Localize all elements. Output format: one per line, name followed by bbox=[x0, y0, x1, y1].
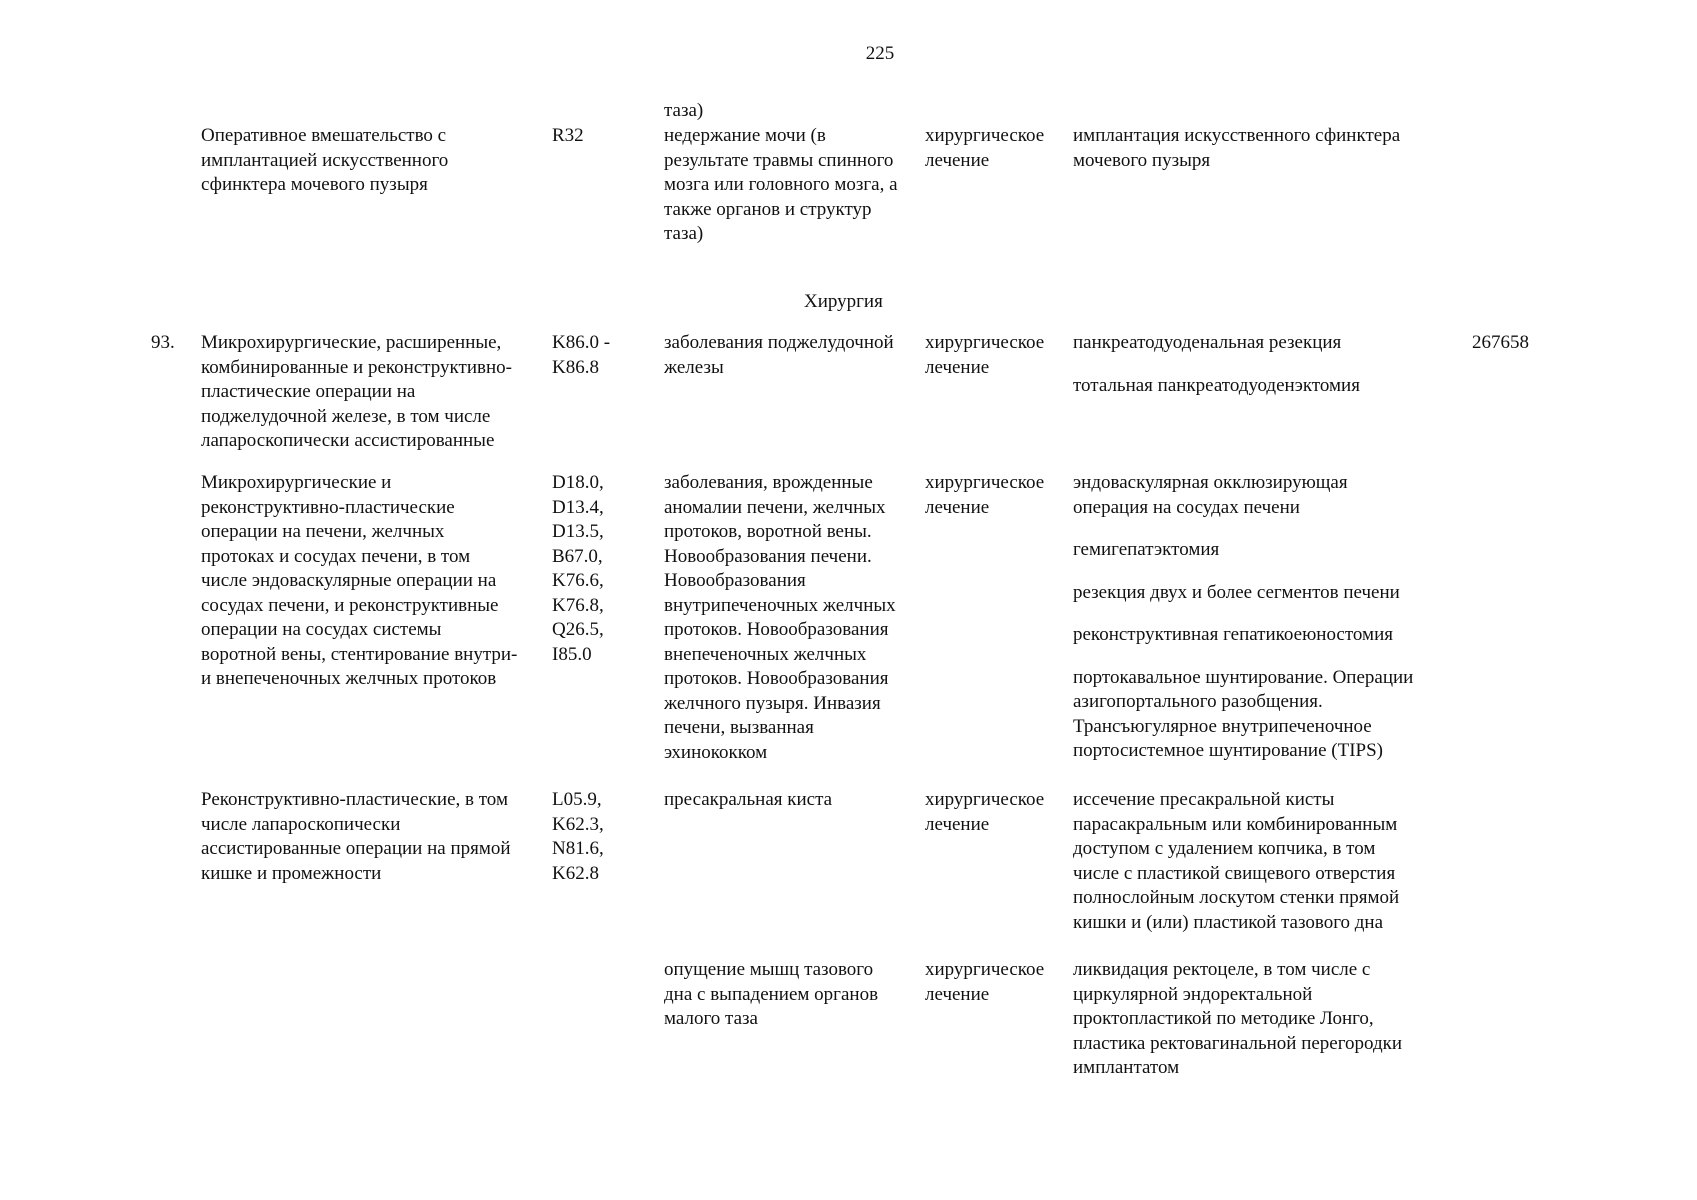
text-line: результате травмы спинного bbox=[664, 149, 894, 171]
text-line: хирургическое bbox=[925, 789, 1045, 810]
text-line: доступом с удалением копчика, в том bbox=[1073, 838, 1376, 859]
text-line: L05.9, bbox=[552, 789, 602, 810]
text-line: воротной вены, стентирование внутри- bbox=[201, 643, 518, 665]
disease-cell bbox=[664, 124, 898, 247]
text-line: пластические операции на bbox=[201, 381, 416, 402]
text-line: и внепеченочных желчных протоков bbox=[201, 668, 497, 689]
code-cell bbox=[552, 331, 610, 380]
text-line: таза) bbox=[664, 223, 704, 244]
text-line: протоках и сосудах печени, в том bbox=[201, 545, 471, 567]
row-number bbox=[151, 331, 175, 356]
text-line: парасакральным или комбинированным bbox=[1073, 813, 1398, 835]
text-line: пластика ректовагинальной перегородки bbox=[1073, 1032, 1403, 1054]
treatment-cell bbox=[925, 331, 1044, 380]
code-cell bbox=[552, 124, 584, 149]
text-line: тотальная панкреатодуоденэктомия bbox=[1073, 374, 1360, 396]
text-line: 93. bbox=[151, 332, 175, 353]
text-line: ассистированные операции на прямой bbox=[201, 838, 511, 859]
text-line: азигопортального разобщения. bbox=[1073, 691, 1323, 712]
text-line: кишки и (или) пластикой тазового дна bbox=[1073, 911, 1384, 933]
text-line: недержание мочи (в bbox=[664, 125, 826, 146]
text-line: опущение мышц тазового bbox=[664, 959, 874, 980]
text-line: хирургическое bbox=[925, 959, 1045, 980]
text-line: заболевания поджелудочной bbox=[664, 332, 894, 353]
cost-cell bbox=[1472, 331, 1529, 356]
text-line: K86.8 bbox=[552, 356, 599, 378]
text-line: также органов и структур bbox=[664, 198, 872, 220]
disease-cell bbox=[664, 331, 894, 380]
disease-cell bbox=[664, 958, 878, 1032]
code-cell bbox=[552, 471, 604, 667]
text-line: хирургическое bbox=[925, 125, 1045, 146]
text-line: операция на сосудах печени bbox=[1073, 496, 1300, 518]
text-line: K76.8, bbox=[552, 594, 604, 616]
text-line: поджелудочной железе, в том числе bbox=[201, 405, 491, 427]
text-line: лечение bbox=[925, 496, 990, 518]
text-line: Оперативное вмешательство с bbox=[201, 125, 447, 146]
code-cell bbox=[552, 788, 604, 886]
procedure-cell bbox=[1073, 788, 1399, 935]
text-line: кишке и промежности bbox=[201, 862, 382, 884]
text-line: железы bbox=[664, 356, 724, 378]
text-line: числе с пластикой свищевого отверстия bbox=[1073, 862, 1396, 884]
disease-cell bbox=[664, 788, 832, 813]
text-line: K62.3, bbox=[552, 813, 604, 835]
text-line: эхинококком bbox=[664, 741, 768, 763]
text-line: протоков. Новообразования bbox=[664, 619, 889, 640]
procedure-cell bbox=[1073, 124, 1400, 173]
text-line: портосистемное шунтирование (TIPS) bbox=[1073, 740, 1383, 761]
text-line: лечение bbox=[925, 149, 990, 171]
text-line: D18.0, bbox=[552, 472, 604, 493]
text-line: хирургическое bbox=[925, 472, 1045, 493]
text-line: 267658 bbox=[1472, 332, 1529, 353]
section-title: Хирургия bbox=[804, 291, 883, 312]
text-line: ликвидация ректоцеле, в том числе с bbox=[1073, 959, 1371, 980]
text-line: Микрохирургические и bbox=[201, 472, 392, 493]
text-line: сосудах печени, и реконструктивные bbox=[201, 594, 499, 616]
text-line: полнослойным лоскутом стенки прямой bbox=[1073, 887, 1400, 908]
treatment-cell bbox=[925, 958, 1044, 1007]
text-line: печени, вызванная bbox=[664, 717, 814, 738]
text-line: иссечение пресакральной кисты bbox=[1073, 789, 1335, 810]
text-line: резекция двух и более сегментов печени bbox=[1073, 581, 1400, 603]
text-line: имплантатом bbox=[1073, 1057, 1180, 1078]
text-line: протоков, воротной вены. bbox=[664, 521, 872, 542]
text-line: малого таза bbox=[664, 1008, 758, 1029]
text-line: имплантацией искусственного bbox=[201, 149, 449, 171]
text-line: внутрипеченочных желчных bbox=[664, 594, 896, 616]
text-line: B67.0, bbox=[552, 545, 603, 567]
method-cell bbox=[201, 331, 512, 454]
treatment-cell bbox=[925, 124, 1044, 173]
text-line: Новообразования печени. bbox=[664, 545, 872, 567]
text-line: N81.6, bbox=[552, 838, 604, 859]
text-line: Трансъюгулярное внутрипеченочное bbox=[1073, 715, 1372, 737]
text-line: проктопластикой по методике Лонго, bbox=[1073, 1008, 1374, 1029]
text-line: протоков. Новообразования bbox=[664, 668, 889, 689]
text-line: лапароскопически ассистированные bbox=[201, 430, 495, 451]
text-line: реконструктивная гепатикоеюностомия bbox=[1073, 624, 1393, 645]
text-line: лечение bbox=[925, 983, 990, 1005]
text-line: Микрохирургические, расширенные, bbox=[201, 332, 502, 353]
text-line: Новообразования bbox=[664, 570, 806, 591]
method-cell bbox=[201, 471, 517, 692]
text-line: пресакральная киста bbox=[664, 789, 833, 810]
disease-continuation bbox=[664, 99, 703, 124]
text-line: операции на печени, желчных bbox=[201, 521, 445, 542]
text-line: лечение bbox=[925, 813, 990, 835]
text-line: портокавальное шунтирование. Операции bbox=[1073, 666, 1414, 688]
text-line: желчного пузыря. Инвазия bbox=[664, 692, 881, 714]
procedure-cell bbox=[1073, 331, 1360, 398]
method-cell bbox=[201, 788, 511, 886]
text-line: лечение bbox=[925, 356, 990, 378]
text-line: имплантация искусственного сфинктера bbox=[1073, 125, 1401, 146]
text-line: мочевого пузыря bbox=[1073, 149, 1211, 171]
procedure-cell bbox=[1073, 471, 1413, 764]
text-line: комбинированные и реконструктивно- bbox=[201, 356, 512, 378]
text-line: аномалии печени, желчных bbox=[664, 496, 886, 518]
text-line: циркулярной эндоректальной bbox=[1073, 983, 1313, 1005]
disease-cell bbox=[664, 471, 896, 765]
text-line: хирургическое bbox=[925, 332, 1045, 353]
method-cell bbox=[201, 124, 448, 198]
text-line: панкреатодуоденальная резекция bbox=[1073, 332, 1342, 353]
text-line: гемигепатэктомия bbox=[1073, 539, 1220, 560]
text-line: K62.8 bbox=[552, 862, 599, 884]
text-line: таза) bbox=[664, 100, 704, 121]
text-line: K86.0 - bbox=[552, 332, 611, 353]
text-line: числе эндоваскулярные операции на bbox=[201, 570, 497, 591]
text-line: Q26.5, bbox=[552, 619, 604, 640]
text-line: дна с выпадением органов bbox=[664, 983, 879, 1005]
text-line: мозга или головного мозга, а bbox=[664, 174, 898, 195]
text-line: реконструктивно-пластические bbox=[201, 496, 455, 518]
procedure-cell bbox=[1073, 958, 1402, 1081]
text-line: Реконструктивно-пластические, в том bbox=[201, 789, 508, 810]
text-line: K76.6, bbox=[552, 570, 604, 591]
text-line: R32 bbox=[552, 125, 584, 146]
text-line: внепеченочных желчных bbox=[664, 643, 867, 665]
text-line: операции на сосудах системы bbox=[201, 619, 442, 640]
text-line: сфинктера мочевого пузыря bbox=[201, 174, 428, 195]
text-line: заболевания, врожденные bbox=[664, 472, 873, 493]
text-line: D13.4, bbox=[552, 496, 604, 518]
text-line: эндоваскулярная окклюзирующая bbox=[1073, 472, 1348, 493]
treatment-cell bbox=[925, 788, 1044, 837]
treatment-cell bbox=[925, 471, 1044, 520]
page-number: 225 bbox=[865, 43, 895, 64]
text-line: числе лапароскопически bbox=[201, 813, 401, 835]
text-line: I85.0 bbox=[552, 643, 592, 665]
text-line: D13.5, bbox=[552, 521, 604, 542]
